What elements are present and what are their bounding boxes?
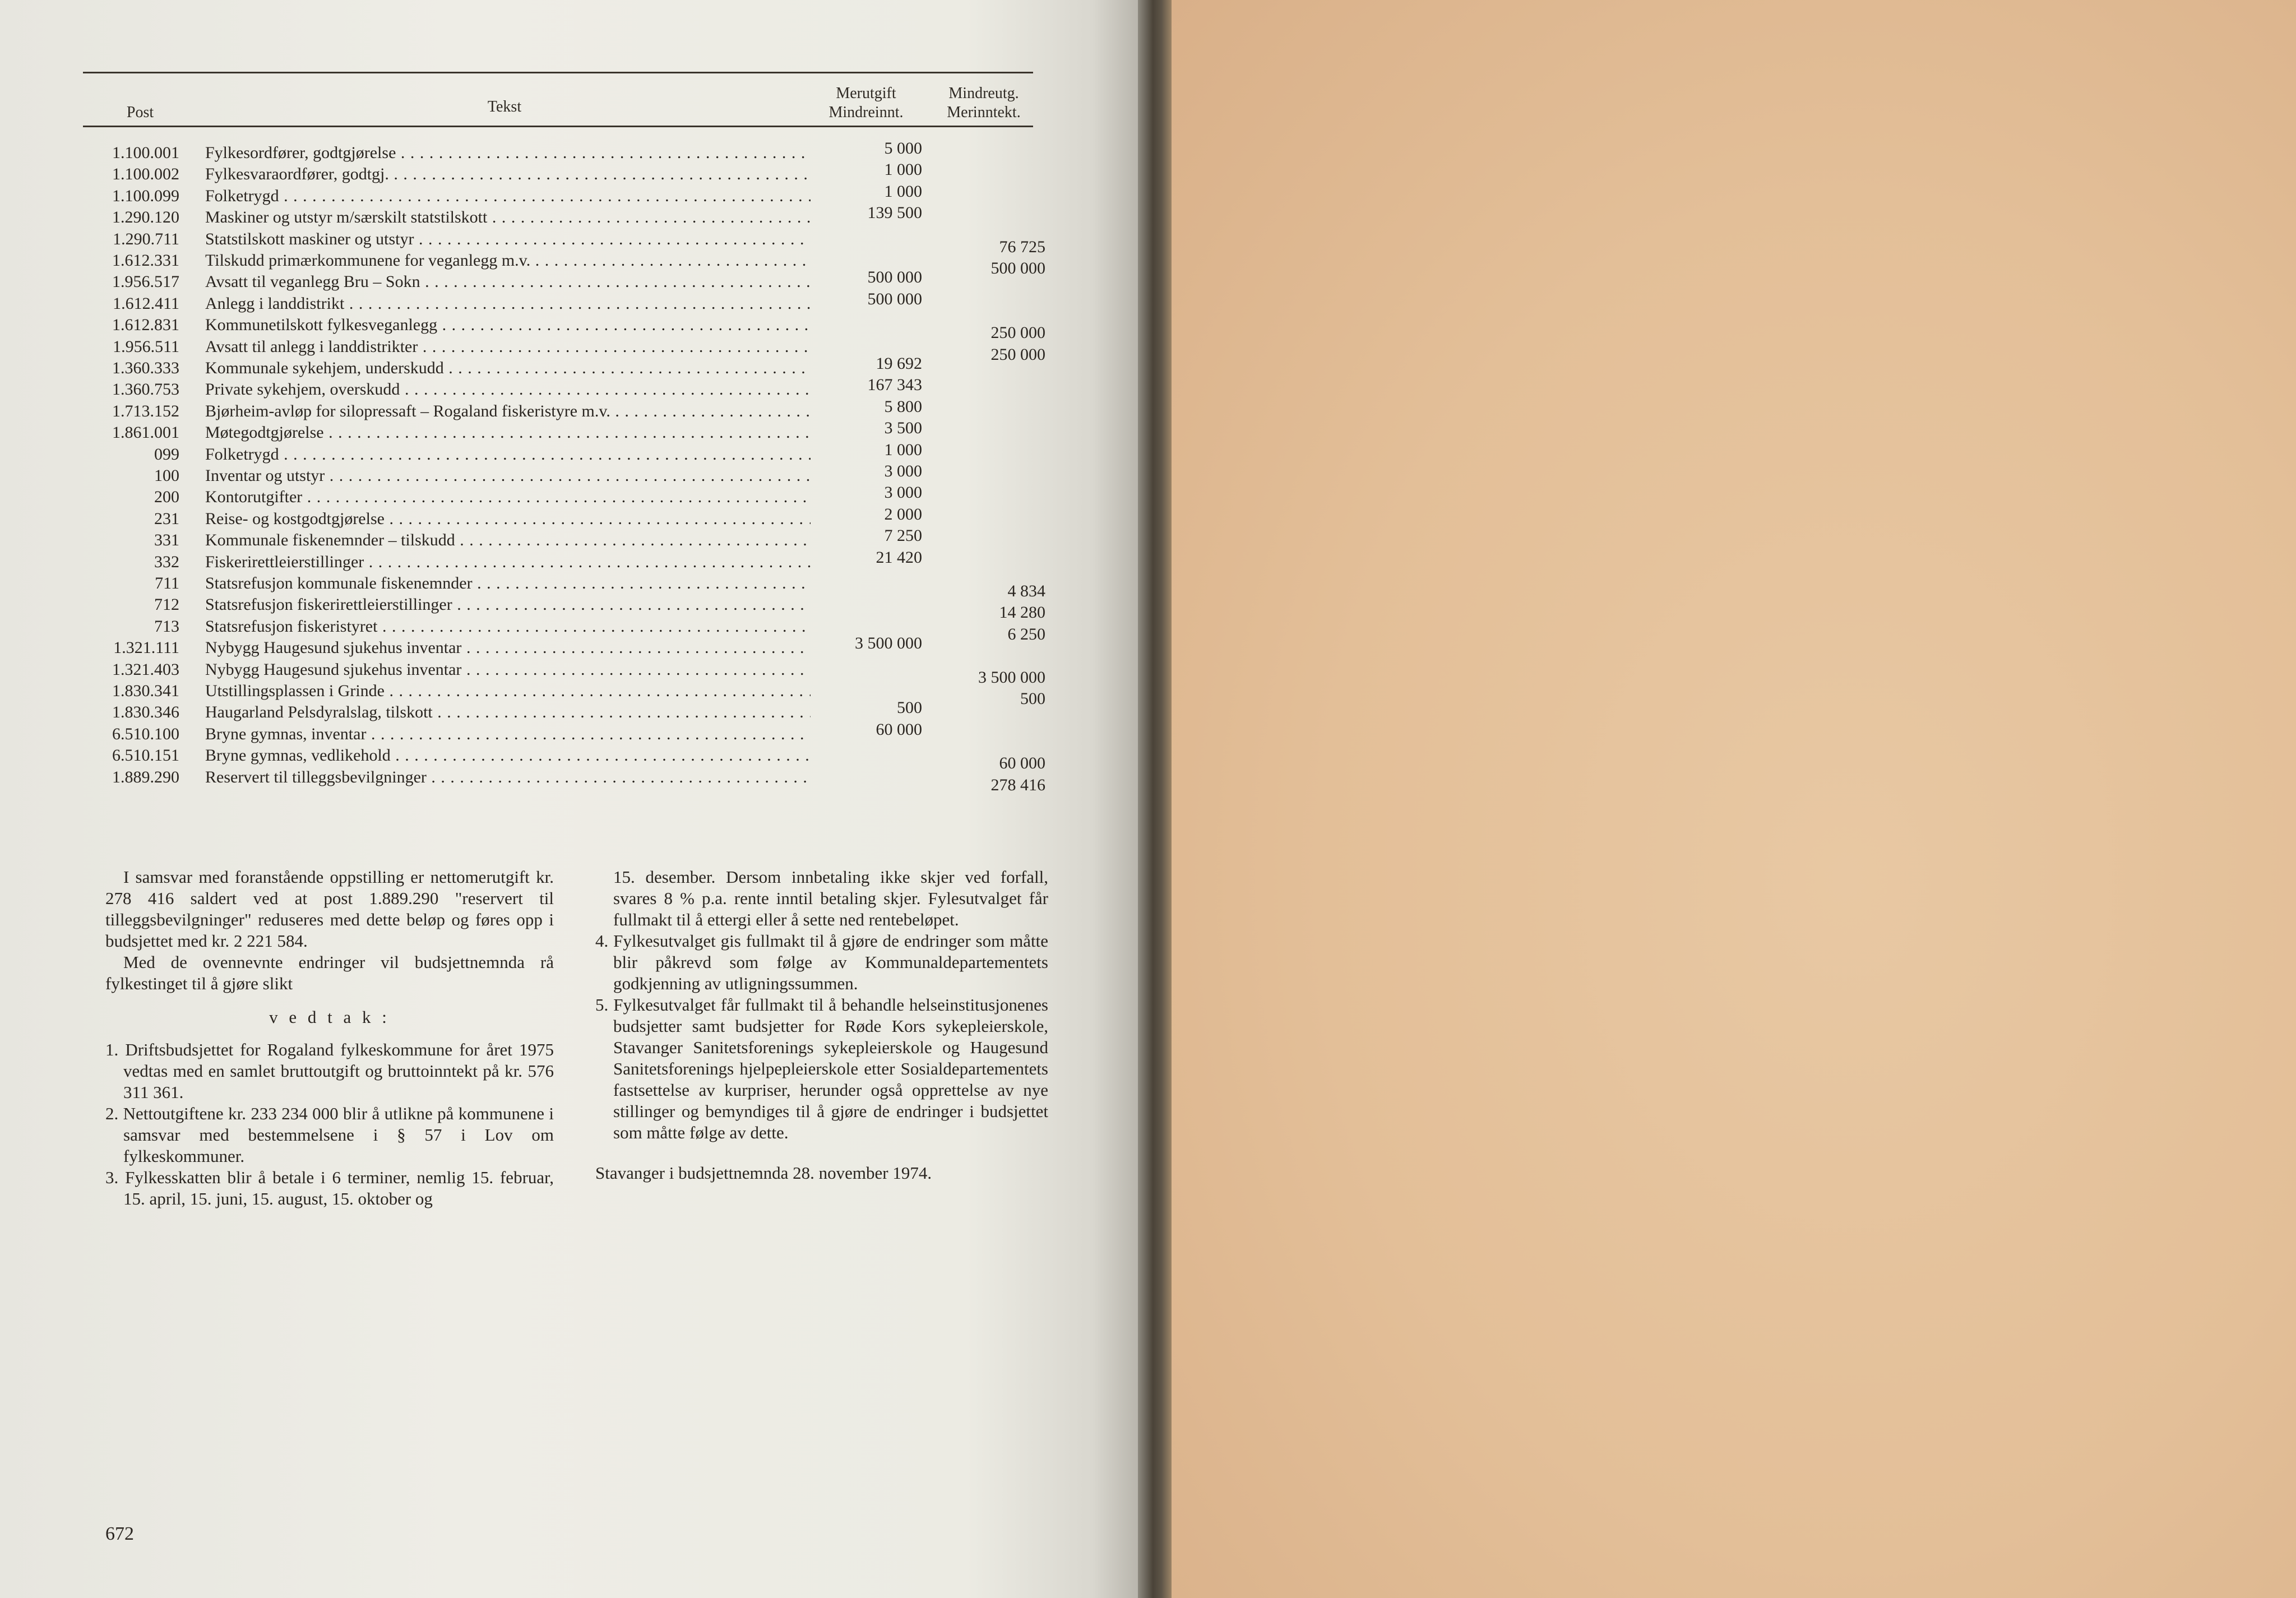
mindreutg-cell: 60 000 — [999, 754, 1045, 773]
merutgift-cell: 19 692 — [876, 354, 922, 373]
text-cell: Avsatt til anlegg i landdistrikter . . . — [205, 336, 811, 358]
merutgift-cell: 5 000 — [884, 139, 922, 158]
text-cell: Maskiner og utstyr m/særskilt statstilskott . . . — [205, 207, 811, 228]
table-row — [0, 462, 1138, 487]
post-cell: 1.100.099 — [112, 186, 179, 205]
text-cell: Statsrefusjon kommunale fiskenemnder . . . — [205, 573, 811, 594]
merutgift-cell: 500 000 — [867, 268, 922, 287]
post-cell: 1.956.517 — [112, 272, 179, 291]
post-cell: 099 — [154, 444, 179, 464]
table-row — [0, 182, 1138, 207]
text-cell: Bjørheim-avløp for silopressaft – Rogaland fiskeristyre m.v. . . . — [205, 401, 811, 422]
mindreutg-cell: 250 000 — [990, 345, 1045, 364]
post-cell: 1.290.711 — [113, 229, 179, 248]
post-cell: 1.321.403 — [112, 660, 179, 679]
merutgift-cell: 1 000 — [884, 160, 922, 179]
post-cell: 1.612.831 — [112, 316, 179, 335]
post-cell: 1.290.120 — [112, 208, 179, 227]
recommendation-paragraph: Med de ovennevnte endringer vil budsjettnemnda rå fylkestinget til å gjøre slikt — [105, 952, 554, 993]
post-cell: 713 — [154, 617, 179, 636]
table-row — [0, 698, 1138, 723]
merutgift-cell: 3 500 — [884, 419, 922, 438]
post-cell: 100 — [154, 466, 179, 485]
text-cell: Kontorutgifter . . . — [205, 487, 811, 508]
post-cell: 711 — [155, 574, 179, 592]
header-merutgift: Merutgift Mindreinnt. — [828, 85, 904, 121]
table-row — [0, 594, 1138, 622]
post-cell: 6.510.100 — [112, 724, 179, 743]
table-row — [0, 634, 1138, 659]
text-cell: Folketrygd . . . — [205, 186, 811, 207]
table-row — [0, 526, 1138, 551]
post-cell: 1.360.753 — [112, 380, 179, 399]
post-cell: 1.830.346 — [112, 703, 179, 722]
post-cell: 1.956.511 — [113, 337, 179, 356]
table-row — [0, 573, 1138, 600]
merutgift-cell: 60 000 — [876, 720, 922, 739]
text-cell: Reservert til tilleggsbevilgninger . . . — [205, 767, 811, 788]
mindreutg-cell: 500 000 — [990, 259, 1045, 277]
header-tekst: Tekst — [487, 98, 522, 115]
text-cell: Bryne gymnas, inventar . . . — [205, 724, 811, 745]
mindreutg-cell: 4 834 — [1007, 582, 1045, 600]
post-cell: 1.830.341 — [112, 682, 179, 700]
post-cell: 1.100.002 — [112, 165, 179, 184]
text-cell: Avsatt til veganlegg Bru – Sokn . . . — [205, 271, 811, 293]
text-cell: Tilskudd primærkommunene for veganlegg m.v. . . . — [205, 250, 811, 271]
table-row — [0, 229, 1138, 256]
mindreutg-cell: 250 000 — [990, 323, 1045, 342]
left-page — [0, 0, 1138, 1598]
table-row — [0, 504, 1138, 530]
mindreutg-cell: 3 500 000 — [978, 668, 1045, 687]
text-cell: Bryne gymnas, vedlikehold . . . — [205, 745, 811, 766]
resolution-item-1: 1. Driftsbudsjettet for Rogaland fylkeskommune for året 1975 vedtas med en samlet bruttoutgift og bruttoinntekt på kr. 576 311 361. — [105, 1040, 554, 1102]
text-cell: Kommunale fiskenemnder – tilskudd . . . — [205, 530, 811, 551]
table-row — [0, 376, 1138, 400]
text-cell: Statsrefusjon fiskerirettleierstillinger . . . — [205, 594, 811, 615]
mindreutg-cell: 6 250 — [1007, 624, 1045, 643]
header-post: Post — [126, 104, 154, 121]
text-cell: Kommunale sykehjem, underskudd . . . — [205, 358, 811, 379]
post-cell: 1.861.001 — [112, 423, 179, 442]
text-cell: Anlegg i landdistrikt . . . — [205, 293, 811, 314]
page-number: 672 — [105, 1523, 134, 1544]
text-cell: Kommunetilskott fylkesveganlegg . . . — [205, 314, 811, 336]
resolution-item-4: 4. Fylkesutvalget gis fullmakt til å gjøre de endringer som måtte blir påkrevd som følge av Kommunaldepartementets godkjenning av utligningssummen. — [595, 931, 1048, 993]
resolution-item-3: 3. Fylkesskatten blir å betale i 6 terminer, nemlig 15. februar, 15. april, 15. juni, 15. august, 15. oktober og — [105, 1168, 554, 1208]
header-mindreutg: Mindreutg. Merinntekt. — [947, 85, 1021, 121]
mindreutg-cell: 278 416 — [990, 775, 1045, 794]
post-cell: 1.612.411 — [113, 294, 179, 313]
table-row — [0, 250, 1138, 277]
table-row — [0, 314, 1138, 342]
merutgift-cell: 3 500 000 — [855, 634, 922, 653]
post-cell: 200 — [154, 488, 179, 507]
merutgift-cell: 500 — [897, 698, 922, 717]
table-row — [0, 680, 1138, 708]
post-cell: 332 — [154, 552, 179, 571]
text-cell: Inventar og utstyr . . . — [205, 465, 811, 487]
text-cell: Statsrefusjon fiskeristyret . . . — [205, 616, 811, 637]
merutgift-cell: 500 000 — [867, 289, 922, 308]
merutgift-cell: 139 500 — [867, 203, 922, 223]
merutgift-cell: 7 250 — [884, 526, 922, 545]
table-row — [0, 419, 1138, 443]
table-row — [0, 616, 1138, 643]
post-cell: 1.321.111 — [113, 638, 179, 657]
resolution-item-5: 5. Fylkesutvalget får fullmakt til å behandle helseinstitusjonenes budsjetter samt budsjetter for Røde Kors sykepleierskole, Stavanger Sanitetsforenings sykepleierskole og Haugesund Sanitetsforenings hjelpepleierskole etter Sosialdepartementets fastsettelse av kurpriser, herunder også opprettelse av nye stillinger og bemyndiges til å gjøre de endringer i budsjettet som måtte følge av dette. — [595, 995, 1048, 1142]
text-cell: Private sykehjem, overskudd . . . — [205, 379, 811, 400]
mindreutg-cell: 14 280 — [999, 603, 1045, 622]
left-column-text — [105, 867, 554, 1210]
table-row — [0, 203, 1138, 228]
post-cell: 1.360.333 — [112, 359, 179, 377]
table-row — [0, 767, 1138, 794]
text-cell: Statstilskott maskiner og utstyr . . . — [205, 229, 811, 250]
closing-line: Stavanger i budsjettnemnda 28. november 1974. — [595, 1163, 932, 1183]
table-header-rule — [83, 126, 1033, 127]
blank-right-page — [1172, 0, 2296, 1598]
text-cell: Haugarland Pelsdyralslag, tilskott . . . — [205, 702, 811, 723]
saldering-paragraph: I samsvar med foranstående oppstilling er nettomerutgift kr. 278 416 saldert ved at post 1.889.290 "reservert til tilleggsbevilgninger" reduseres med dette beløp og føres opp i budsjettet med kr. 2 221 584. — [105, 867, 554, 951]
resolution-item-2: 2. Nettoutgiftene kr. 233 234 000 blir å utlikne på kommunene i samsvar med bestemmelsene i § 57 i Lov om fylkeskommuner. — [105, 1104, 554, 1166]
table-top-rule — [83, 72, 1033, 73]
right-column-text — [595, 867, 1048, 1184]
table-row — [0, 289, 1138, 314]
text-cell: Fylkesordfører, godtgjørelse . . . — [205, 142, 811, 164]
text-cell: Nybygg Haugesund sjukehus inventar . . . — [205, 637, 811, 659]
table-row — [0, 659, 1138, 687]
merutgift-cell: 5 800 — [884, 397, 922, 416]
post-cell: 1.612.331 — [112, 251, 179, 270]
table-row — [0, 160, 1138, 185]
post-cell: 6.510.151 — [112, 746, 179, 765]
merutgift-cell: 167 343 — [867, 376, 922, 395]
table-row — [0, 548, 1138, 573]
book-gutter — [1138, 0, 1172, 1598]
post-cell: 331 — [154, 531, 179, 550]
merutgift-cell: 1 000 — [884, 182, 922, 201]
text-cell: Folketrygd . . . — [205, 444, 811, 465]
table-row — [0, 397, 1138, 422]
text-cell: Fylkesvaraordfører, godtgj. . . . — [205, 164, 811, 185]
table-row — [0, 440, 1138, 465]
text-cell: Møtegodtgjørelse . . . — [205, 422, 811, 443]
merutgift-cell: 3 000 — [884, 483, 922, 502]
item-3-continuation: 15. desember. Dersom innbetaling ikke skjer ved forfall, svares 8 % p.a. rente inntil betaling skjer. Fylesutvalget får fullmakt til å ettergi eller å sette ned rentebeløpet. — [613, 867, 1048, 929]
mindreutg-cell: 500 — [1020, 689, 1045, 708]
post-cell: 712 — [154, 595, 179, 614]
post-cell: 1.713.152 — [112, 401, 179, 420]
post-cell: 1.100.001 — [112, 143, 179, 162]
table-row — [0, 483, 1138, 508]
table-row — [0, 745, 1138, 773]
table-row — [0, 268, 1138, 293]
text-cell: Utstillingsplassen i Grinde . . . — [205, 680, 811, 702]
text-cell: Reise- og kostgodtgjørelse . . . — [205, 508, 811, 530]
merutgift-cell: 3 000 — [884, 462, 922, 480]
text-cell: Fiskerirettleierstillinger . . . — [205, 552, 811, 573]
mindreutg-cell: 76 725 — [999, 237, 1045, 256]
merutgift-cell: 21 420 — [876, 548, 922, 567]
merutgift-cell: 2 000 — [884, 504, 922, 524]
post-cell: 231 — [154, 509, 179, 528]
post-cell: 1.889.290 — [112, 767, 179, 786]
table-row — [0, 139, 1138, 164]
merutgift-cell: 1 000 — [884, 440, 922, 459]
table-row — [0, 720, 1138, 745]
text-cell: Nybygg Haugesund sjukehus inventar . . . — [205, 659, 811, 680]
vedtak-heading: v e d t a k : — [269, 1007, 390, 1027]
